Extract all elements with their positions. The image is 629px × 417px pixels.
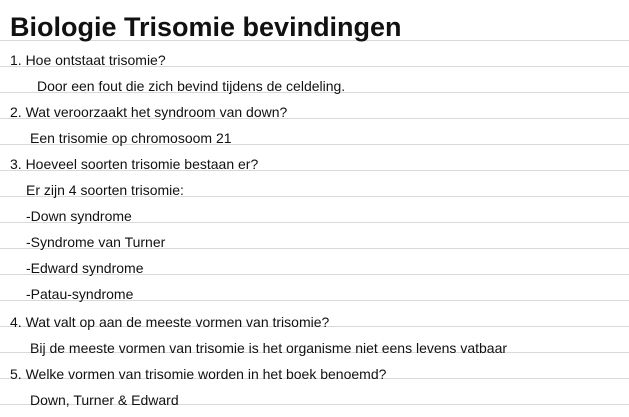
list-item: -Edward syndrome bbox=[26, 260, 144, 276]
answer-2: Een trisomie op chromosoom 21 bbox=[30, 130, 232, 146]
list-item: -Patau-syndrome bbox=[26, 286, 134, 302]
page-title: Biologie Trisomie bevindingen bbox=[10, 12, 402, 42]
question-4: 4. Wat valt op aan de meeste vormen van trisomie? bbox=[10, 314, 330, 330]
question-3: 3. Hoeveel soorten trisomie bestaan er? bbox=[10, 156, 259, 172]
question-5: 5. Welke vormen van trisomie worden in het boek benoemd? bbox=[10, 366, 387, 382]
list-item: -Syndrome van Turner bbox=[26, 234, 166, 250]
list-item: -Down syndrome bbox=[26, 208, 132, 224]
answer-3: Er zijn 4 soorten trisomie: bbox=[26, 182, 184, 198]
question-2: 2. Wat veroorzaakt het syndroom van down? bbox=[10, 104, 288, 120]
answer-5: Down, Turner & Edward bbox=[30, 392, 179, 408]
answer-1: Door een fout die zich bevind tijdens de celdeling. bbox=[37, 78, 346, 94]
question-1: 1. Hoe ontstaat trisomie? bbox=[10, 52, 166, 68]
answer-4: Bij de meeste vormen van trisomie is het organisme niet eens levens vatbaar bbox=[30, 340, 508, 356]
